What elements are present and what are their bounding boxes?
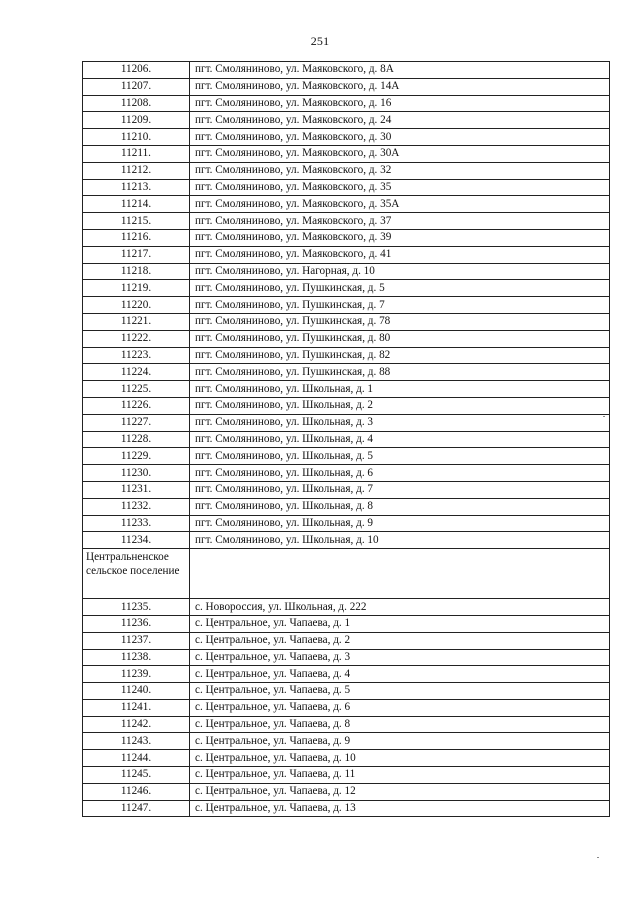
table-row: [83, 800, 610, 817]
table-row: [83, 78, 610, 95]
row-number: 11243.: [83, 733, 190, 750]
row-address: с. Центральное, ул. Чапаева, д. 9: [190, 733, 610, 750]
row-address: пгт. Смоляниново, ул. Маяковского, д. 30А: [190, 145, 610, 162]
row-address: пгт. Смоляниново, ул. Школьная, д. 2: [190, 397, 610, 414]
row-address: пгт. Смоляниново, ул. Пушкинская, д. 7: [190, 297, 610, 314]
row-number: 11216.: [83, 229, 190, 246]
row-number: 11228.: [83, 431, 190, 448]
row-number: 11209.: [83, 112, 190, 129]
row-number: 11218.: [83, 263, 190, 280]
row-number: 11246.: [83, 783, 190, 800]
section-name: Центральненское сельское поселение: [83, 549, 190, 599]
row-number: 11227.: [83, 414, 190, 431]
row-number: 11220.: [83, 297, 190, 314]
table-row: [83, 783, 610, 800]
row-number: 11236.: [83, 615, 190, 632]
table-row: [83, 246, 610, 263]
table-row: [83, 666, 610, 683]
row-address: с. Центральное, ул. Чапаева, д. 8: [190, 716, 610, 733]
row-address: с. Центральное, ул. Чапаева, д. 10: [190, 750, 610, 767]
row-number: 11223.: [83, 347, 190, 364]
row-address: пгт. Смоляниново, ул. Маяковского, д. 30: [190, 129, 610, 146]
table-row: [83, 179, 610, 196]
row-number: 11214.: [83, 196, 190, 213]
row-address: с. Центральное, ул. Чапаева, д. 6: [190, 699, 610, 716]
table-row: [83, 599, 610, 616]
row-number: 11231.: [83, 481, 190, 498]
row-address: пгт. Смоляниново, ул. Маяковского, д. 8А: [190, 62, 610, 79]
row-address: с. Новороссия, ул. Школьная, д. 222: [190, 599, 610, 616]
row-address: пгт. Смоляниново, ул. Школьная, д. 4: [190, 431, 610, 448]
row-number: 11213.: [83, 179, 190, 196]
rows-before-section: [83, 62, 610, 549]
row-address: пгт. Смоляниново, ул. Пушкинская, д. 5: [190, 280, 610, 297]
row-address: пгт. Смоляниново, ул. Школьная, д. 1: [190, 381, 610, 398]
table-row: [83, 213, 610, 230]
row-address: пгт. Смоляниново, ул. Школьная, д. 9: [190, 515, 610, 532]
page-number: 251: [310, 34, 330, 48]
table-row: [83, 381, 610, 398]
section-header: [83, 549, 610, 599]
row-address: пгт. Смоляниново, ул. Маяковского, д. 14А: [190, 78, 610, 95]
table-row: [83, 733, 610, 750]
row-number: 11242.: [83, 716, 190, 733]
row-address: пгт. Смоляниново, ул. Школьная, д. 3: [190, 414, 610, 431]
row-number: 11208.: [83, 95, 190, 112]
table-row: [83, 162, 610, 179]
row-address: пгт. Смоляниново, ул. Школьная, д. 5: [190, 448, 610, 465]
row-address: пгт. Смоляниново, ул. Пушкинская, д. 78: [190, 313, 610, 330]
row-number: 11237.: [83, 632, 190, 649]
table-row: [83, 364, 610, 381]
row-address: с. Центральное, ул. Чапаева, д. 11: [190, 767, 610, 784]
row-address: пгт. Смоляниново, ул. Маяковского, д. 24: [190, 112, 610, 129]
row-address: с. Центральное, ул. Чапаева, д. 4: [190, 666, 610, 683]
table-row: [83, 313, 610, 330]
table-row: [83, 649, 610, 666]
table-row: [83, 95, 610, 112]
table-row: [83, 263, 610, 280]
row-address: пгт. Смоляниново, ул. Маяковского, д. 37: [190, 213, 610, 230]
row-address: с. Центральное, ул. Чапаева, д. 13: [190, 800, 610, 817]
row-number: 11219.: [83, 280, 190, 297]
row-address: с. Центральное, ул. Чапаева, д. 1: [190, 615, 610, 632]
row-address: с. Центральное, ул. Чапаева, д. 3: [190, 649, 610, 666]
table-row: [83, 683, 610, 700]
row-address: пгт. Смоляниново, ул. Маяковского, д. 35: [190, 179, 610, 196]
row-address: с. Центральное, ул. Чапаева, д. 2: [190, 632, 610, 649]
row-number: 11225.: [83, 381, 190, 398]
row-number: 11240.: [83, 683, 190, 700]
row-address: с. Центральное, ул. Чапаева, д. 5: [190, 683, 610, 700]
row-number: 11241.: [83, 699, 190, 716]
table-row: [83, 280, 610, 297]
row-number: 11239.: [83, 666, 190, 683]
table-row: [83, 615, 610, 632]
scan-speck: [597, 857, 599, 858]
row-address: пгт. Смоляниново, ул. Маяковского, д. 32: [190, 162, 610, 179]
row-number: 11222.: [83, 330, 190, 347]
table-row: [83, 465, 610, 482]
table-row: [83, 330, 610, 347]
table-row: [83, 397, 610, 414]
row-number: 11210.: [83, 129, 190, 146]
row-address: пгт. Смоляниново, ул. Пушкинская, д. 82: [190, 347, 610, 364]
row-address: пгт. Смоляниново, ул. Маяковского, д. 41: [190, 246, 610, 263]
table-row: [83, 229, 610, 246]
table-row: [83, 699, 610, 716]
row-number: 11245.: [83, 767, 190, 784]
table-row: [83, 448, 610, 465]
table-row: [83, 297, 610, 314]
table-row: [83, 347, 610, 364]
row-number: 11232.: [83, 498, 190, 515]
table-row: [83, 62, 610, 79]
row-number: 11230.: [83, 465, 190, 482]
table-row: [83, 498, 610, 515]
row-number: 11207.: [83, 78, 190, 95]
row-number: 11217.: [83, 246, 190, 263]
row-address: пгт. Смоляниново, ул. Маяковского, д. 39: [190, 229, 610, 246]
table-row: [83, 129, 610, 146]
table-row: [83, 414, 610, 431]
row-address: пгт. Смоляниново, ул. Школьная, д. 7: [190, 481, 610, 498]
table-row: [83, 532, 610, 549]
table-row: [83, 481, 610, 498]
row-address: пгт. Смоляниново, ул. Пушкинская, д. 88: [190, 364, 610, 381]
row-number: 11215.: [83, 213, 190, 230]
row-address: пгт. Смоляниново, ул. Школьная, д. 8: [190, 498, 610, 515]
table-row: [83, 767, 610, 784]
row-number: 11211.: [83, 145, 190, 162]
row-address: пгт. Смоляниново, ул. Нагорная, д. 10: [190, 263, 610, 280]
scan-speck: [603, 416, 605, 417]
row-address: пгт. Смоляниново, ул. Школьная, д. 6: [190, 465, 610, 482]
row-number: 11247.: [83, 800, 190, 817]
row-number: 11226.: [83, 397, 190, 414]
row-address: пгт. Смоляниново, ул. Маяковского, д. 35А: [190, 196, 610, 213]
row-number: 11238.: [83, 649, 190, 666]
rows-after-section: [83, 599, 610, 817]
section-empty-cell: [190, 549, 610, 599]
row-number: 11212.: [83, 162, 190, 179]
address-table: [82, 61, 610, 817]
table-row: [83, 112, 610, 129]
table-row: [83, 145, 610, 162]
row-address: пгт. Смоляниново, ул. Пушкинская, д. 80: [190, 330, 610, 347]
row-address: пгт. Смоляниново, ул. Школьная, д. 10: [190, 532, 610, 549]
table-row: [83, 196, 610, 213]
row-number: 11244.: [83, 750, 190, 767]
row-address: пгт. Смоляниново, ул. Маяковского, д. 16: [190, 95, 610, 112]
row-address: с. Центральное, ул. Чапаева, д. 12: [190, 783, 610, 800]
table-row: [83, 431, 610, 448]
table-row: [83, 750, 610, 767]
row-number: 11221.: [83, 313, 190, 330]
row-number: 11235.: [83, 599, 190, 616]
table-row: [83, 632, 610, 649]
row-number: 11229.: [83, 448, 190, 465]
row-number: 11233.: [83, 515, 190, 532]
table-row: [83, 716, 610, 733]
row-number: 11234.: [83, 532, 190, 549]
row-number: 11206.: [83, 62, 190, 79]
table-row: [83, 515, 610, 532]
section-row: [83, 549, 610, 599]
row-number: 11224.: [83, 364, 190, 381]
